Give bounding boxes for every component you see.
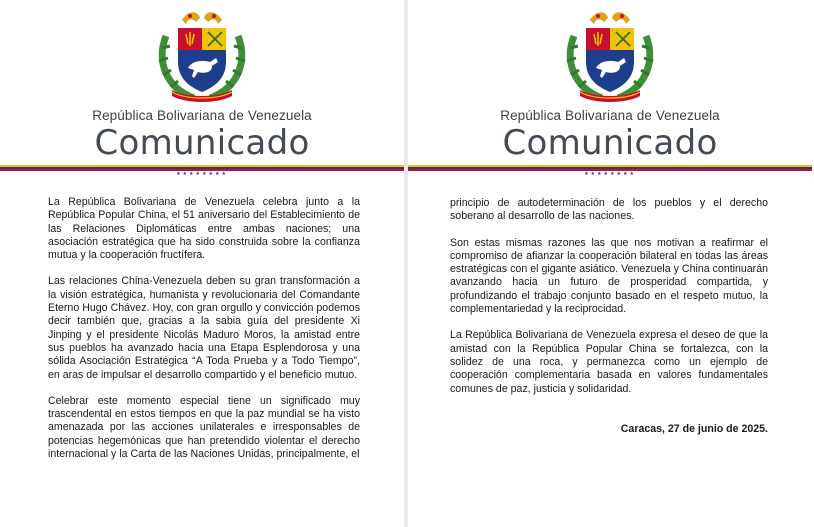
venezuela-coat-of-arms-icon	[152, 6, 252, 106]
paragraph: Celebrar este momento especial tiene un significado muy trascendental en estos tiempos en que la paz mundial se ha visto amenazada por las acciones unilaterales e irresponsables de potencias hegemónicas que han pretendido violentar el derecho internacional y la Carta de las Naciones Unidas, principalmente, el	[48, 394, 360, 461]
header-country: República Bolivariana de Venezuela	[92, 108, 312, 123]
communique-body-left	[48, 196, 360, 474]
paragraph: Las relaciones China-Venezuela deben su gran transformación a la visión estratégica, humanista y revolucionaria del Comandante Eterno Hugo Chávez. Hoy, con gran orgullo y convicción podemos decir también que, gracias a la sabia guía del presidente Xi Jinping y el presidente Nicolás Maduro Moros, la amistad entre sus pueblos ha avanzado hacia una Etapa Esplendorosa y una sólida Asociación Estratégica “A Toda Prueba y a Todo Tiempo”, en aras de impulsar el desarrollo compartido y el beneficio mutuo.	[48, 275, 360, 381]
paragraph: La República Bolivariana de Venezuela expresa el deseo de que la amistad con la República Popular China se fortalezca, con la solidez de una roca, y permanezca como un ejemplo de cooperación complementaria basada en valores fundamentales comunes de paz, justicia y solidaridad.	[450, 329, 768, 395]
venezuela-coat-of-arms-icon	[560, 6, 660, 106]
paragraph: Son estas mismas razones las que nos motivan a reafirmar el compromiso de afianzar la cooperación bilateral en todas las áreas estratégicas con el gigante asiático. Venezuela y China continuarán avanzando hacia un futuro de prosperidad compartida, y profundizando el trabajo conjunto basado en el respeto mutuo, la complementariedad y la reciprocidad.	[450, 236, 768, 316]
flag-stars-icon: ★★★★★★★★	[584, 171, 636, 177]
signoff-date-place: Caracas, 27 de junio de 2025.	[620, 423, 768, 435]
flag-stars-icon: ★★★★★★★★	[176, 171, 228, 177]
header-title: Comunicado	[502, 123, 718, 163]
header-title: Comunicado	[94, 123, 310, 163]
paragraph: La República Bolivariana de Venezuela celebra junto a la República Popular China, el 51 aniversario del Establecimiento de las Relaciones Diplomáticas entre ambas naciones; una asociación estratégica que ha sido construida sobre la confianza mutua y la cooperación fructífera.	[48, 196, 360, 262]
header-country: República Bolivariana de Venezuela	[500, 108, 720, 123]
paragraph: principio de autodeterminación de los pueblos y el derecho soberano al desarrollo de las naciones.	[450, 197, 768, 223]
communique-body-right	[450, 197, 768, 409]
document-page-right	[408, 0, 812, 527]
document-page-left	[0, 0, 404, 527]
